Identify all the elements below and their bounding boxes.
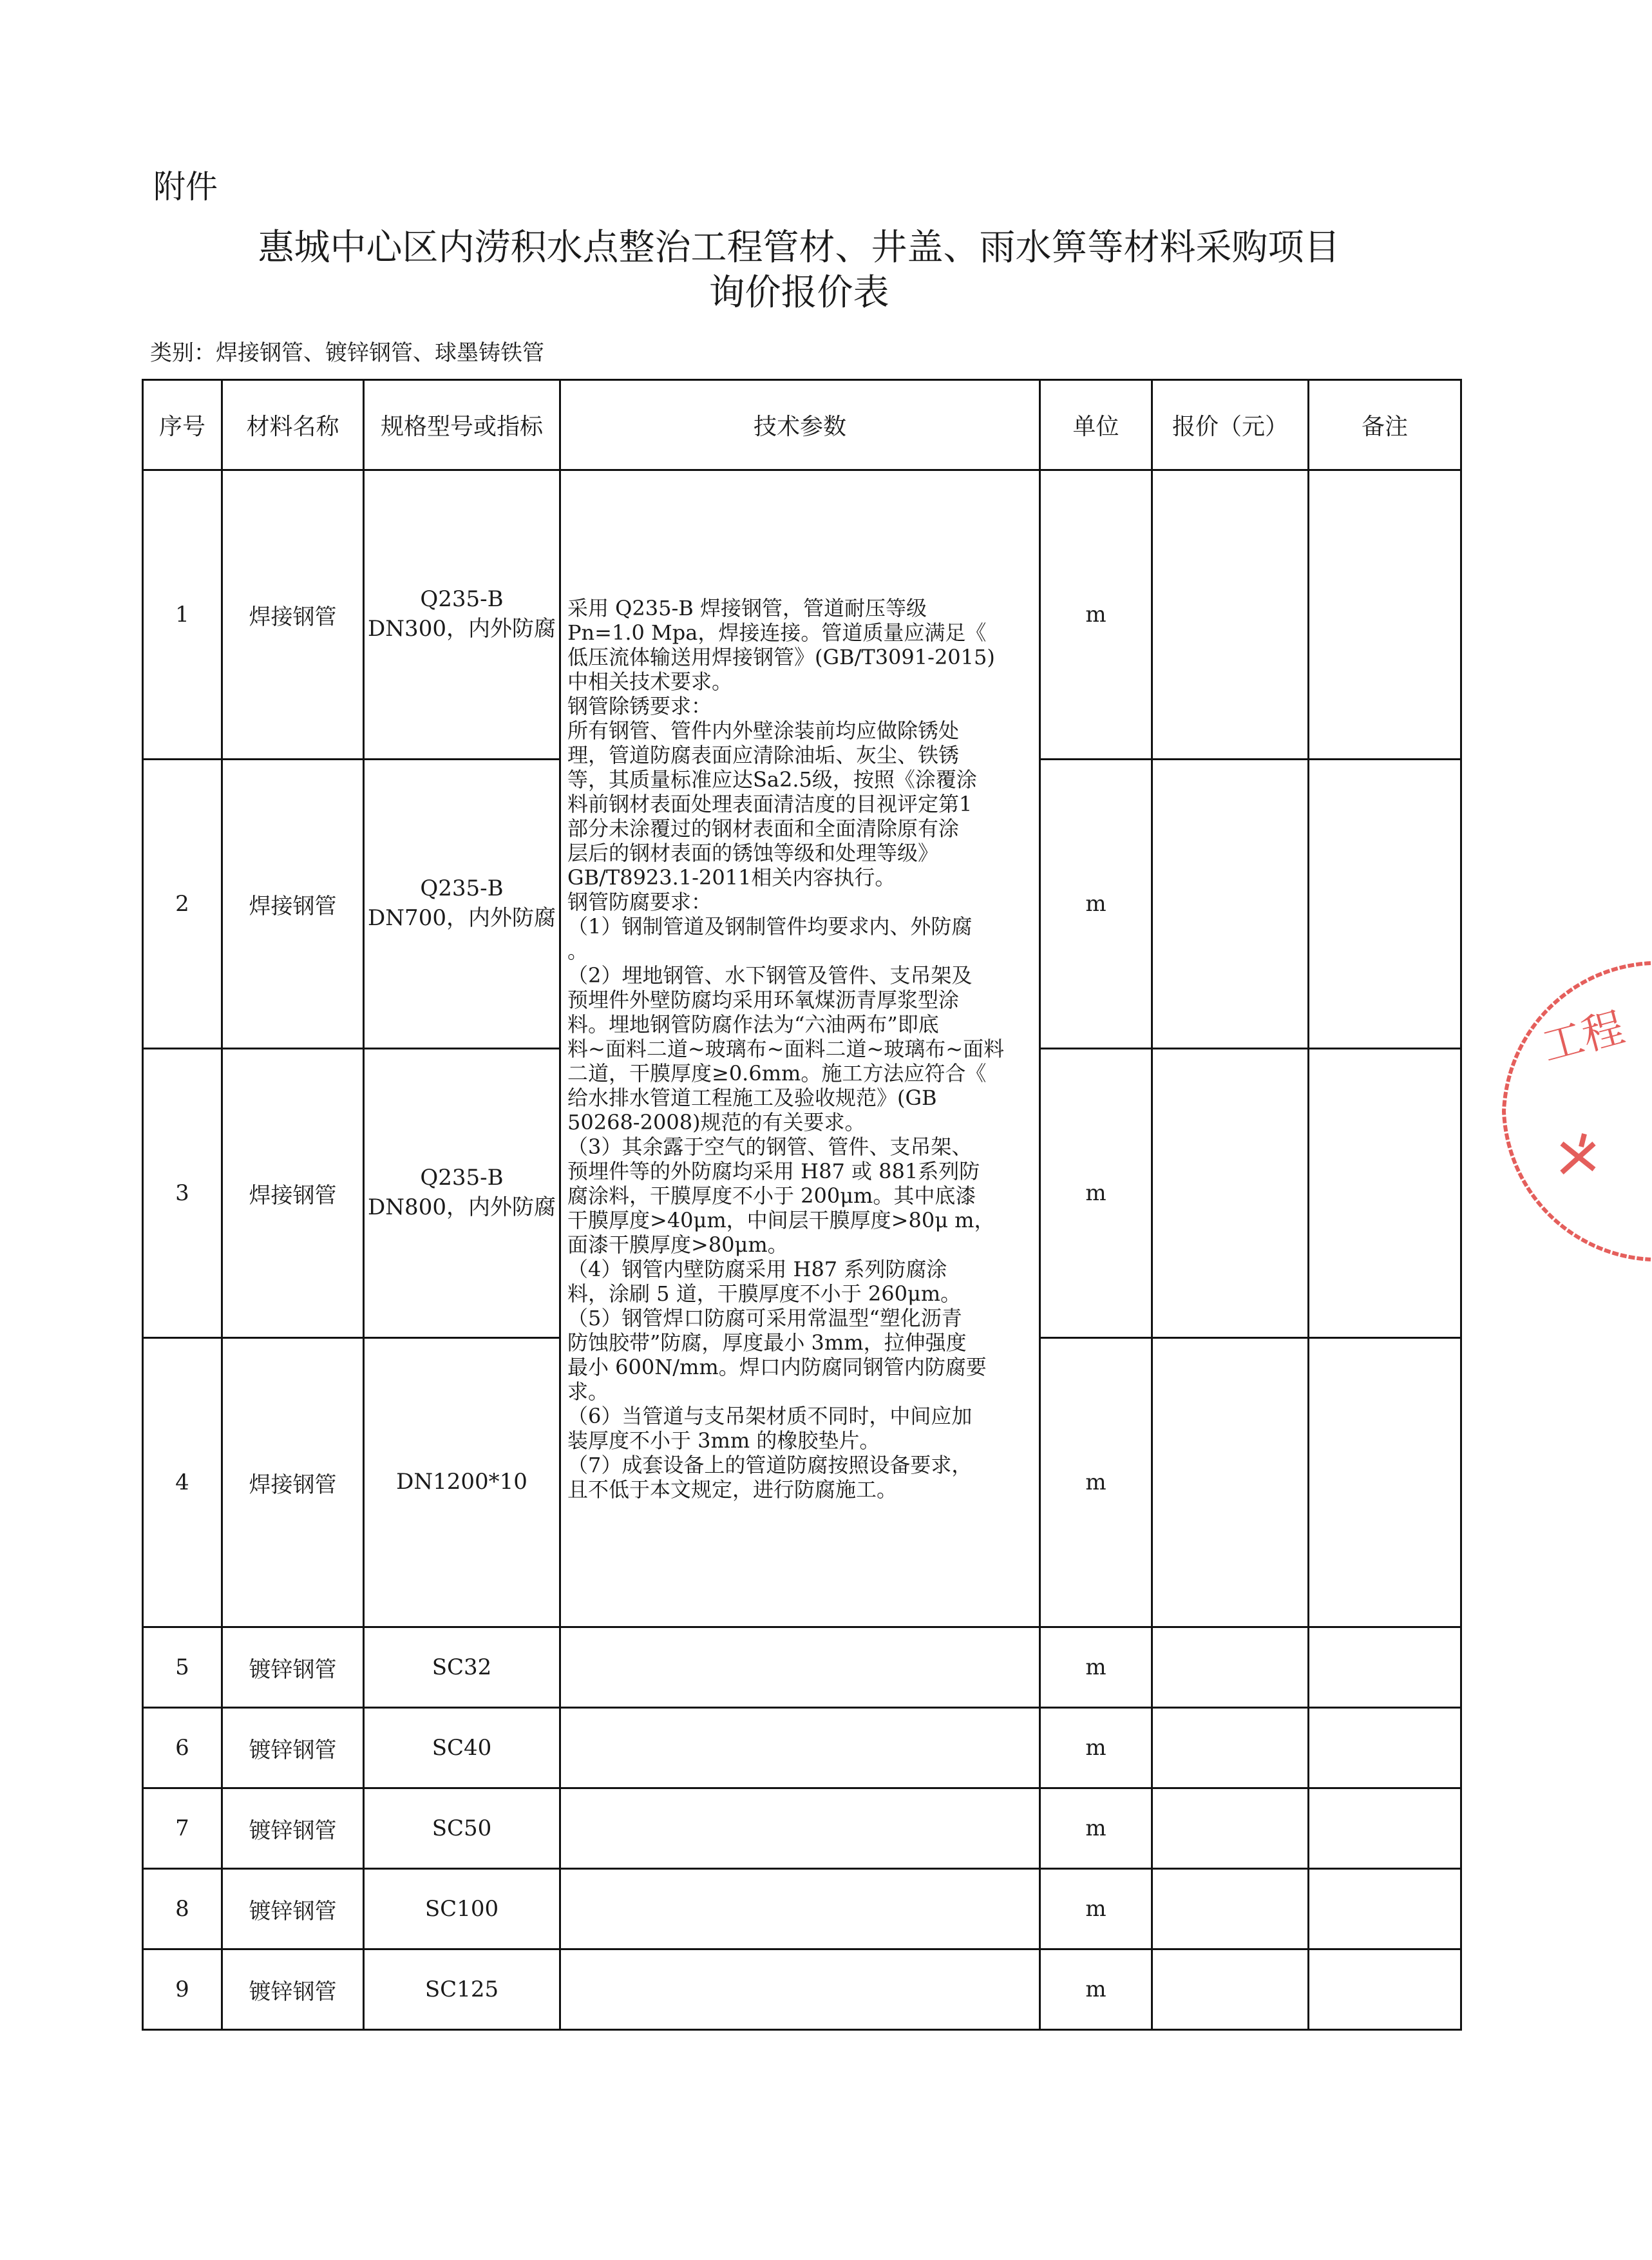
tech-param-line: 料。埋地钢管防腐作法为“六油两布”即底 <box>567 1011 939 1037</box>
document-subtitle: 询价报价表 <box>708 272 889 314</box>
cell-name: 焊接钢管 <box>222 1338 364 1627</box>
cell-price[interactable] <box>1152 1627 1309 1708</box>
cell-remark[interactable] <box>1309 1049 1461 1338</box>
tech-param-line: （4）钢管内壁防腐采用 H87 系列防腐涂 <box>567 1256 947 1281</box>
cell-tech-params <box>560 470 1040 1627</box>
cell-price[interactable] <box>1152 760 1309 1049</box>
tech-param-line: 采用 Q235-B 焊接钢管，管道耐压等级 <box>567 595 927 620</box>
tech-param-line: 低压流体输送用焊接钢管》(GB/T3091-2015) <box>567 644 995 669</box>
tech-param-line: GB/T8923.1-2011相关内容执行。 <box>567 865 896 890</box>
tech-param-line: 中相关技术要求。 <box>567 669 733 694</box>
tech-params-list <box>567 596 1032 1502</box>
header-no: 序号 <box>143 380 222 470</box>
cell-remark[interactable] <box>1309 1338 1461 1627</box>
tech-param-line: 干膜厚度>40μm，中间层干膜厚度>80μ m， <box>567 1207 995 1232</box>
cell-price[interactable] <box>1152 1788 1309 1869</box>
seal-text: 工程 <box>1537 1004 1629 1071</box>
seal-shape <box>1504 963 1651 1259</box>
cell-tech-params <box>560 1949 1040 2030</box>
tech-param-line: 。 <box>567 938 589 963</box>
tech-param-line: 防蚀胶带”防腐，厚度最小 3mm，拉伸强度 <box>567 1330 967 1355</box>
cell-spec: DN1200*10 <box>364 1338 560 1627</box>
cell-price[interactable] <box>1152 470 1309 760</box>
cell-spec <box>364 1049 560 1338</box>
cell-tech-params <box>560 1627 1040 1708</box>
spec-line: Q235-B <box>420 876 504 902</box>
cell-name: 焊接钢管 <box>222 760 364 1049</box>
cell-remark[interactable] <box>1309 1708 1461 1788</box>
header-unit: 单位 <box>1040 380 1152 470</box>
table-row <box>143 1708 1461 1788</box>
cell-price[interactable] <box>1152 1869 1309 1949</box>
tech-param-line: 最小 600N/mm。焊口内防腐同钢管内防腐要 <box>567 1354 987 1379</box>
tech-param-line: （7）成套设备上的管道防腐按照设备要求， <box>567 1452 973 1477</box>
spec-line: Q235-B <box>420 586 504 613</box>
cell-name: 镀锌钢管 <box>222 1627 364 1708</box>
cell-name: 镀锌钢管 <box>222 1869 364 1949</box>
cell-price[interactable] <box>1152 1949 1309 2030</box>
header-row <box>143 380 1461 470</box>
cell-remark[interactable] <box>1309 760 1461 1049</box>
tech-param-line: 等，其质量标准应达Sa2.5级，按照《涂覆涂 <box>567 767 977 792</box>
table-row <box>143 1788 1461 1869</box>
cell-unit: m <box>1040 1338 1152 1627</box>
tech-param-line: 钢管防腐要求： <box>567 889 712 914</box>
spec-line: DN700，内外防腐 <box>368 905 556 931</box>
cell-remark[interactable] <box>1309 1627 1461 1708</box>
cell-spec: SC32 <box>364 1627 560 1708</box>
header-name: 材料名称 <box>222 380 364 470</box>
cell-price[interactable] <box>1152 1049 1309 1338</box>
tech-param-line: Pn=1.0 Mpa，焊接连接。管道质量应满足《 <box>567 620 987 645</box>
cell-tech-params <box>560 1788 1040 1869</box>
cell-no: 2 <box>143 760 222 1049</box>
cell-name: 镀锌钢管 <box>222 1708 364 1788</box>
cell-tech-params <box>560 1708 1040 1788</box>
tech-param-line: 料~面料二道~玻璃布~面料二道~玻璃布~面料 <box>567 1036 1005 1061</box>
tech-param-line: 理，管道防腐表面应清除油垢、灰尘、铁锈 <box>567 742 960 767</box>
cell-no: 8 <box>143 1869 222 1949</box>
tech-param-line: （6）当管道与支吊架材质不同时，中间应加 <box>567 1403 973 1428</box>
tech-param-line: （1）钢制管道及钢制管件均要求内、外防腐 <box>567 914 973 939</box>
cell-name: 镀锌钢管 <box>222 1788 364 1869</box>
cell-spec <box>364 760 560 1049</box>
cell-unit: m <box>1040 470 1152 760</box>
tech-param-line: 且不低于本文规定，进行防腐施工。 <box>567 1477 898 1502</box>
tech-param-line: 料前钢材表面处理表面清洁度的目视评定第1 <box>567 791 973 816</box>
cell-spec: SC100 <box>364 1869 560 1949</box>
table-row <box>143 470 1461 760</box>
cell-no: 3 <box>143 1049 222 1338</box>
table-row <box>143 1949 1461 2030</box>
cell-no: 5 <box>143 1627 222 1708</box>
cell-remark[interactable] <box>1309 470 1461 760</box>
table-row <box>143 1627 1461 1708</box>
cell-unit: m <box>1040 1708 1152 1788</box>
official-seal <box>1497 950 1652 1272</box>
spec-line: Q235-B <box>420 1165 504 1191</box>
tech-param-line: 求。 <box>567 1379 609 1404</box>
tech-param-line: 钢管除锈要求： <box>567 693 712 718</box>
cell-tech-params <box>560 1869 1040 1949</box>
cell-spec <box>364 470 560 760</box>
cell-no: 4 <box>143 1338 222 1627</box>
spec-line: DN800，内外防腐 <box>368 1194 556 1220</box>
cell-price[interactable] <box>1152 1338 1309 1627</box>
quotation-table <box>142 379 1462 2031</box>
tech-param-line: 预埋件等的外防腐均采用 H87 或 881系列防 <box>567 1158 980 1183</box>
cell-name: 焊接钢管 <box>222 1049 364 1338</box>
cell-remark[interactable] <box>1309 1869 1461 1949</box>
tech-param-line: 面漆干膜厚度>80μm。 <box>567 1232 788 1257</box>
tech-param-line: （5）钢管焊口防腐可采用常温型“塑化沥青 <box>567 1305 962 1330</box>
header-remark: 备注 <box>1309 380 1461 470</box>
tech-param-line: （3）其余露于空气的钢管、管件、支吊架、 <box>567 1134 973 1159</box>
attachment-label: 附件 <box>153 168 218 206</box>
header-price: 报价（元） <box>1152 380 1309 470</box>
tech-param-line: 二道，干膜厚度≥0.6mm。施工方法应符合《 <box>567 1060 987 1086</box>
cell-name: 焊接钢管 <box>222 470 364 760</box>
document-title: 惠城中心区内涝积水点整治工程管材、井盖、雨水箅等材料采购项目 <box>258 227 1340 269</box>
tech-param-line: 装厚度不小于 3mm 的橡胶垫片。 <box>567 1428 880 1453</box>
cell-unit: m <box>1040 1949 1152 2030</box>
cell-unit: m <box>1040 1788 1152 1869</box>
cell-remark[interactable] <box>1309 1788 1461 1869</box>
cell-spec: SC40 <box>364 1708 560 1788</box>
cell-name: 镀锌钢管 <box>222 1949 364 2030</box>
tech-param-line: 层后的钢材表面的锈蚀等级和处理等级》 <box>567 840 939 865</box>
tech-param-line: 预埋件外壁防腐均采用环氧煤沥青厚浆型涂 <box>567 987 960 1012</box>
tech-param-line: 部分未涂覆过的钢材表面和全面清除原有涂 <box>567 816 960 841</box>
category-line: 类别：焊接钢管、镀锌钢管、球墨铸铁管 <box>150 340 544 366</box>
header-tech: 技术参数 <box>560 380 1040 470</box>
cell-unit: m <box>1040 1627 1152 1708</box>
cell-price[interactable] <box>1152 1708 1309 1788</box>
spec-line: DN300，内外防腐 <box>368 616 556 642</box>
tech-param-line: （2）埋地钢管、水下钢管及管件、支吊架及 <box>567 962 973 988</box>
header-spec: 规格型号或指标 <box>364 380 560 470</box>
table-row <box>143 1869 1461 1949</box>
cell-no: 7 <box>143 1788 222 1869</box>
cell-spec: SC125 <box>364 1949 560 2030</box>
tech-param-line: 50268-2008)规范的有关要求。 <box>567 1109 866 1135</box>
tech-param-line: 所有钢管、管件内外壁涂装前均应做除锈处 <box>567 718 960 743</box>
cell-no: 6 <box>143 1708 222 1788</box>
cell-remark[interactable] <box>1309 1949 1461 2030</box>
cell-unit: m <box>1040 760 1152 1049</box>
cell-unit: m <box>1040 1869 1152 1949</box>
cell-spec: SC50 <box>364 1788 560 1869</box>
tech-param-line: 给水排水管道工程施工及验收规范》(GB <box>567 1085 937 1110</box>
tech-param-line: 腐涂料，干膜厚度不小于 200μm。其中底漆 <box>567 1183 976 1208</box>
cell-no: 9 <box>143 1949 222 2030</box>
cell-no: 1 <box>143 470 222 760</box>
tech-param-line: 料，涂刷 5 道，干膜厚度不小于 260μm。 <box>567 1281 962 1306</box>
cell-unit: m <box>1040 1049 1152 1338</box>
